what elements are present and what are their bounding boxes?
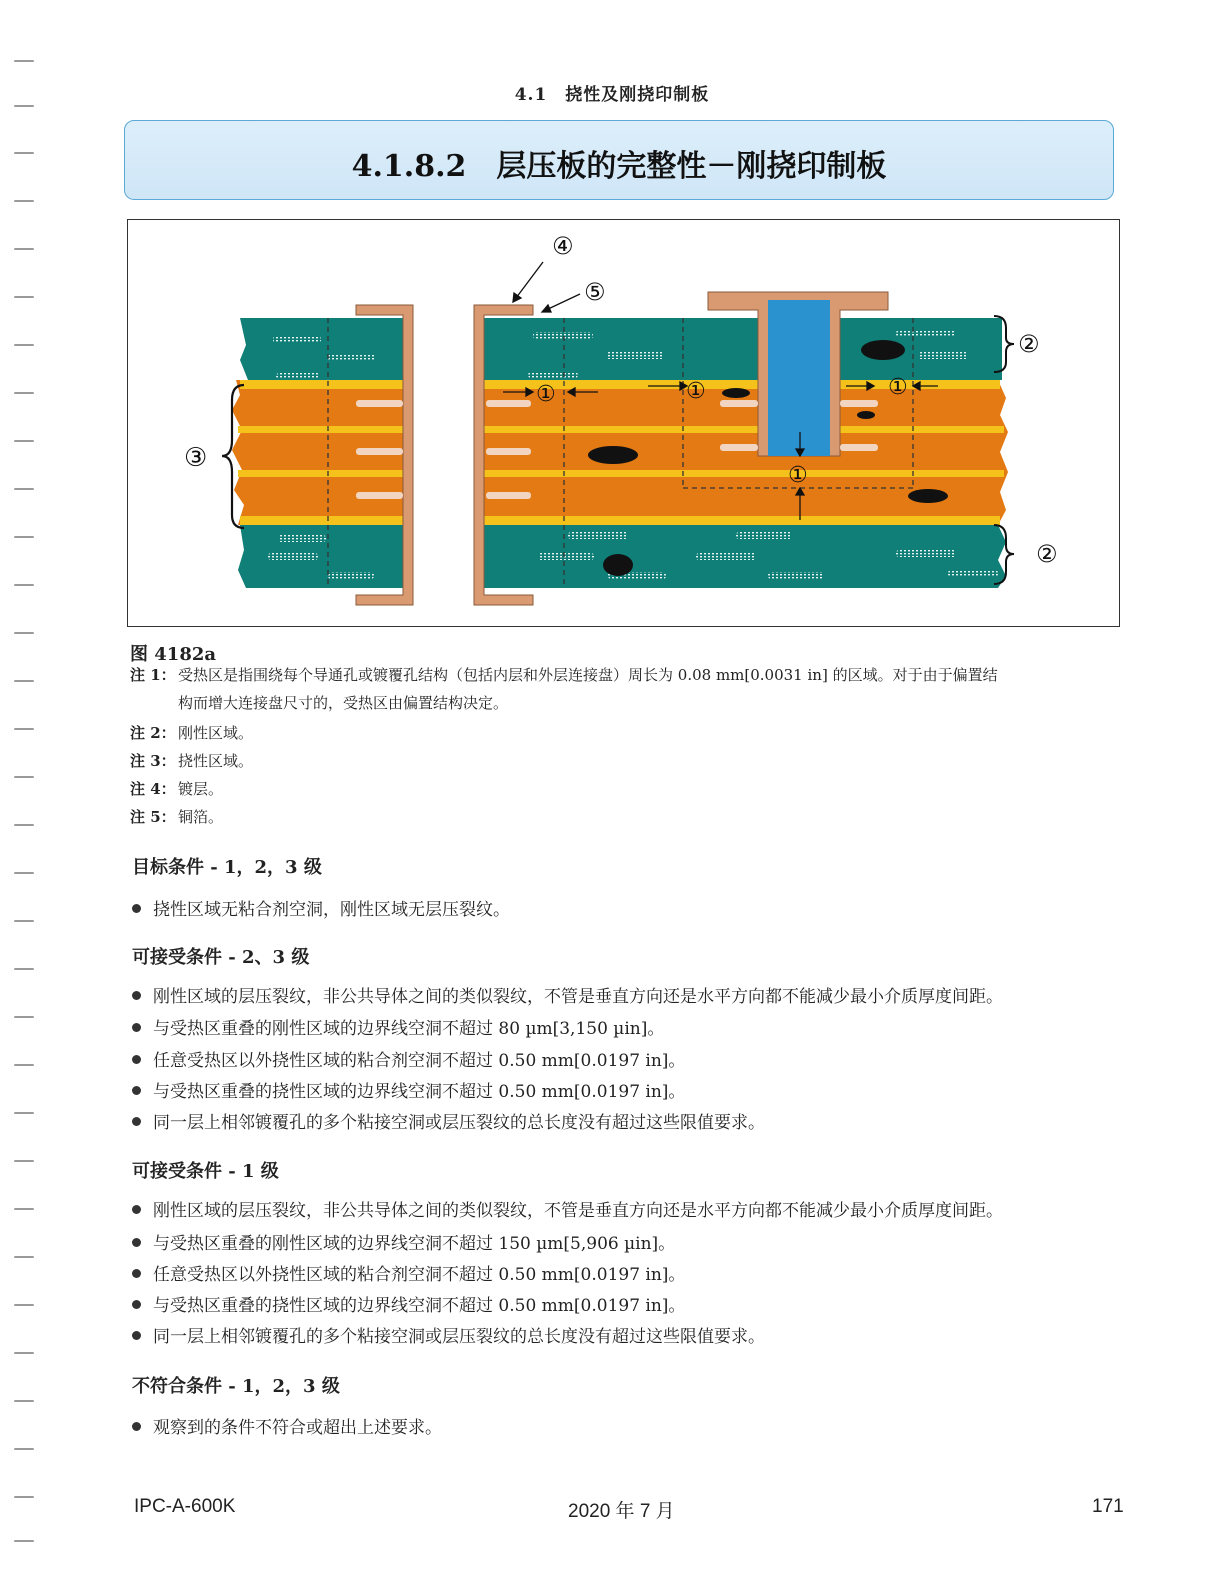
target-item-1: 挠性区域无粘合剂空洞，刚性区域无层压裂纹。 bbox=[132, 895, 510, 920]
callout-1b: ① bbox=[686, 379, 706, 404]
accept23-heading: 可接受条件 - 2、3 级 bbox=[132, 947, 310, 968]
accept1-item-4: 与受热区重叠的挠性区域的边界线空洞不超过 0.50 mm[0.0197 in]。 bbox=[132, 1291, 685, 1316]
left-board-section bbox=[232, 305, 413, 605]
figure-caption: 图 4182a bbox=[130, 644, 217, 665]
accept23-item-2: 与受热区重叠的刚性区域的边界线空洞不超过 80 µm[3,150 µin]。 bbox=[132, 1014, 664, 1039]
footer-doc-id: IPC-A-600K bbox=[134, 1496, 236, 1517]
nonconform-heading: 不符合条件 - 1，2，3 级 bbox=[132, 1376, 340, 1397]
section-title-box bbox=[124, 120, 1114, 200]
target-heading: 目标条件 - 1，2，3 级 bbox=[132, 857, 322, 878]
footer-page-number: 171 bbox=[1092, 1496, 1124, 1517]
accept23-item-3: 任意受热区以外挠性区域的粘合剂空洞不超过 0.50 mm[0.0197 in]。 bbox=[132, 1046, 685, 1071]
right-board-section bbox=[474, 292, 1008, 605]
running-head: 4.1 挠性及刚挠印制板 bbox=[514, 85, 710, 105]
note-2: 注 2： 刚性区域。 bbox=[130, 724, 254, 742]
accept1-item-2: 与受热区重叠的刚性区域的边界线空洞不超过 150 µm[5,906 µin]。 bbox=[132, 1229, 675, 1254]
callout-2-bottom: ② bbox=[1036, 540, 1058, 568]
left-top-rigid bbox=[240, 318, 408, 380]
callout-5: ⑤ bbox=[584, 278, 606, 306]
accept23-item-4: 与受热区重叠的挠性区域的边界线空洞不超过 0.50 mm[0.0197 in]。 bbox=[132, 1077, 685, 1102]
callout-4: ④ bbox=[552, 232, 574, 260]
callout-1d: ① bbox=[788, 463, 808, 488]
laminate-cross-section-diagram bbox=[128, 220, 1118, 625]
accept1-item-1: 刚性区域的层压裂纹，非公共导体之间的类似裂纹，不管是垂直方向还是水平方向都不能减少最小介质厚度间距。 bbox=[132, 1196, 1003, 1221]
section-title: 4.1.8.2 层压板的完整性－刚挠印制板 bbox=[351, 149, 887, 184]
note-4: 注 4： 镀层。 bbox=[130, 780, 224, 798]
figure-4182a bbox=[127, 219, 1120, 627]
accept1-heading: 可接受条件 - 1 级 bbox=[132, 1161, 279, 1182]
left-bottom-rigid bbox=[238, 525, 408, 588]
note-5: 注 5： 铜箔。 bbox=[130, 808, 224, 826]
note-1: 注 1： 受热区是指围绕每个导通孔或镀覆孔结构（包括内层和外层连接盘）周长为 0.08 mm[0.0031 in] 的区域。对于由于偏置结 构而增大连接盘尺寸的，受热区由偏置结构决定。 bbox=[130, 666, 998, 712]
accept23-item-1: 刚性区域的层压裂纹，非公共导体之间的类似裂纹，不管是垂直方向还是水平方向都不能减少最小介质厚度间距。 bbox=[132, 982, 1003, 1007]
right-top-rigid bbox=[484, 318, 1002, 380]
callout-1a: ① bbox=[536, 382, 556, 407]
callout-1c: ① bbox=[888, 375, 908, 400]
nonconform-item-1: 观察到的条件不符合或超出上述要求。 bbox=[132, 1413, 442, 1438]
callout-3: ③ bbox=[184, 443, 208, 473]
footer-date: 2020 年 7 月 bbox=[568, 1501, 675, 1522]
accept23-item-5: 同一层上相邻镀覆孔的多个粘接空洞或层压裂纹的总长度没有超过这些限值要求。 bbox=[132, 1108, 765, 1133]
callout-2-top: ② bbox=[1018, 330, 1040, 358]
accept1-item-3: 任意受热区以外挠性区域的粘合剂空洞不超过 0.50 mm[0.0197 in]。 bbox=[132, 1260, 685, 1285]
blind-via-fill bbox=[768, 300, 830, 456]
note-3: 注 3： 挠性区域。 bbox=[130, 752, 254, 770]
binding-edge bbox=[0, 0, 40, 1584]
accept1-item-5: 同一层上相邻镀覆孔的多个粘接空洞或层压裂纹的总长度没有超过这些限值要求。 bbox=[132, 1322, 765, 1347]
